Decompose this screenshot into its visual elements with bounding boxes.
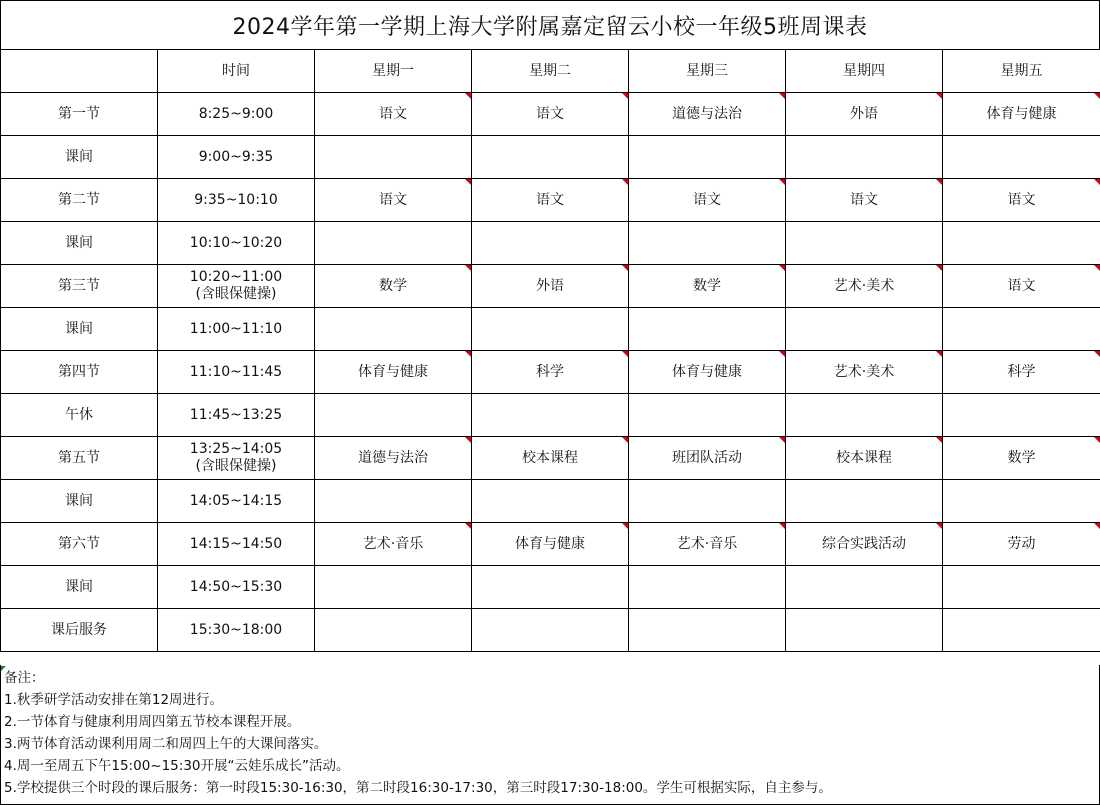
- subject-cell[interactable]: [315, 437, 472, 480]
- note-item: 5.学校提供三个时段的课后服务：第一时段15:30-16:30，第二时段16:30-17:30，第三时段17:30-18:00。学生可根据实际，自主参与。: [4, 780, 832, 796]
- period-label-cell-text: 第五节: [58, 449, 100, 466]
- subject-cell[interactable]: [315, 351, 472, 394]
- time-cell[interactable]: [158, 222, 315, 265]
- time-cell[interactable]: [158, 566, 315, 609]
- subject-cell[interactable]: [472, 523, 629, 566]
- subject-cell-text: 语文: [536, 105, 564, 122]
- subject-cell-text: 艺术·音乐: [362, 535, 424, 552]
- empty-cell[interactable]: [943, 394, 1100, 437]
- empty-cell[interactable]: [472, 480, 629, 523]
- header-cell[interactable]: [158, 50, 315, 93]
- period-label-cell-text: 第四节: [58, 363, 100, 380]
- period-label-cell[interactable]: [1, 523, 158, 566]
- period-label-cell[interactable]: [1, 566, 158, 609]
- period-label-cell-text: 第一节: [58, 105, 100, 122]
- empty-cell[interactable]: [786, 609, 943, 652]
- table-row: [1, 308, 1100, 351]
- subject-cell-text: 艺术·美术: [833, 363, 895, 380]
- table-row: [1, 265, 1100, 308]
- empty-cell[interactable]: [786, 480, 943, 523]
- time-cell-text: 8:25~9:00: [198, 105, 274, 122]
- period-label-cell-text: 课间: [65, 320, 93, 337]
- time-cell-text: 11:00~11:10: [189, 320, 283, 337]
- subject-cell-text: 校本课程: [836, 449, 892, 466]
- subject-cell[interactable]: [786, 523, 943, 566]
- subject-cell-text: 科学: [536, 363, 564, 380]
- period-label-cell-text: 午休: [65, 406, 93, 423]
- subject-cell[interactable]: [786, 179, 943, 222]
- subject-cell[interactable]: [315, 93, 472, 136]
- subject-cell-text: 体育与健康: [515, 535, 585, 552]
- time-cell-text: 14:15~14:50: [189, 535, 283, 552]
- header-cell-text: 时间: [222, 62, 250, 79]
- header-corner-cell[interactable]: [1, 50, 158, 93]
- period-label-cell-text: 课后服务: [51, 621, 107, 638]
- time-cell-text: 14:05~14:15: [189, 492, 283, 509]
- empty-cell[interactable]: [472, 609, 629, 652]
- empty-cell[interactable]: [786, 394, 943, 437]
- table-row: [1, 566, 1100, 609]
- time-cell[interactable]: [158, 480, 315, 523]
- subject-cell[interactable]: [943, 437, 1100, 480]
- empty-cell[interactable]: [472, 394, 629, 437]
- subject-cell[interactable]: [786, 265, 943, 308]
- subject-cell[interactable]: [315, 523, 472, 566]
- empty-cell[interactable]: [315, 394, 472, 437]
- empty-cell[interactable]: [943, 480, 1100, 523]
- schedule-title: 2024学年第一学期上海大学附属嘉定留云小校一年级5班周课表: [0, 0, 1100, 49]
- subject-cell-text: 劳动: [1007, 535, 1036, 552]
- subject-cell[interactable]: [472, 265, 629, 308]
- period-label-cell[interactable]: [1, 609, 158, 652]
- notes-heading: 备注：: [4, 670, 45, 686]
- subject-cell[interactable]: [472, 437, 629, 480]
- subject-cell[interactable]: [629, 351, 786, 394]
- empty-cell[interactable]: [629, 480, 786, 523]
- subject-cell[interactable]: [786, 93, 943, 136]
- time-cell[interactable]: [158, 523, 315, 566]
- time-note-text: (含眼保健操): [195, 286, 277, 302]
- time-note-text: (含眼保健操): [195, 458, 277, 474]
- subject-cell[interactable]: [943, 93, 1100, 136]
- empty-cell[interactable]: [943, 308, 1100, 351]
- empty-cell[interactable]: [629, 566, 786, 609]
- time-cell-text: 9:35~10:10: [194, 191, 278, 208]
- time-cell[interactable]: [158, 351, 315, 394]
- empty-cell[interactable]: [943, 566, 1100, 609]
- subject-cell[interactable]: [629, 523, 786, 566]
- period-label-cell[interactable]: [1, 222, 158, 265]
- time-cell-text: 14:50~15:30: [189, 578, 283, 595]
- subject-cell-text: 外语: [536, 277, 564, 294]
- subject-cell[interactable]: [786, 351, 943, 394]
- subject-cell[interactable]: [786, 437, 943, 480]
- subject-cell[interactable]: [629, 93, 786, 136]
- period-label-cell[interactable]: [1, 136, 158, 179]
- empty-cell[interactable]: [472, 136, 629, 179]
- subject-cell-text: 语文: [1007, 277, 1036, 294]
- time-cell[interactable]: [158, 136, 315, 179]
- subject-cell[interactable]: [315, 265, 472, 308]
- subject-cell-text: 语文: [693, 191, 721, 208]
- empty-cell[interactable]: [315, 308, 472, 351]
- subject-cell-text: 班团队活动: [672, 449, 742, 466]
- header-cell-text: 星期二: [529, 62, 571, 79]
- header-row: [1, 50, 1100, 93]
- subject-cell-text: 数学: [379, 277, 407, 294]
- time-cell-text: 13:25~14:05: [189, 441, 283, 457]
- subject-cell[interactable]: [629, 179, 786, 222]
- empty-cell[interactable]: [943, 222, 1100, 265]
- empty-cell[interactable]: [629, 222, 786, 265]
- time-cell[interactable]: [158, 265, 315, 308]
- schedule-table: [0, 49, 1100, 652]
- time-cell-text: 10:10~10:20: [189, 234, 283, 251]
- table-row: [1, 179, 1100, 222]
- time-cell-text: 11:45~13:25: [189, 406, 283, 423]
- empty-cell[interactable]: [629, 136, 786, 179]
- time-cell[interactable]: [158, 609, 315, 652]
- time-cell[interactable]: [158, 179, 315, 222]
- empty-cell[interactable]: [315, 222, 472, 265]
- empty-cell[interactable]: [629, 609, 786, 652]
- empty-cell[interactable]: [315, 609, 472, 652]
- subject-cell[interactable]: [943, 265, 1100, 308]
- period-label-cell[interactable]: [1, 480, 158, 523]
- empty-cell[interactable]: [315, 480, 472, 523]
- note-item: 2.一节体育与健康利用周四第五节校本课程开展。: [4, 714, 301, 730]
- subject-cell-text: 艺术·音乐: [676, 535, 738, 552]
- subject-cell[interactable]: [943, 179, 1100, 222]
- time-cell[interactable]: [158, 308, 315, 351]
- period-label-cell-text: 课间: [65, 234, 93, 251]
- note-item: 1.秋季研学活动安排在第12周进行。: [4, 692, 224, 708]
- subject-cell-text: 语文: [1007, 191, 1036, 208]
- subject-cell-text: 体育与健康: [672, 363, 742, 380]
- empty-cell[interactable]: [629, 308, 786, 351]
- table-row: [1, 609, 1100, 652]
- header-cell[interactable]: [629, 50, 786, 93]
- table-row: [1, 437, 1100, 480]
- table-row: [1, 93, 1100, 136]
- period-label-cell[interactable]: [1, 351, 158, 394]
- subject-cell[interactable]: [943, 351, 1100, 394]
- subject-cell-text: 数学: [1007, 449, 1036, 466]
- table-row: [1, 222, 1100, 265]
- time-cell-text: 15:30~18:00: [189, 621, 283, 638]
- subject-cell-text: 语文: [379, 105, 407, 122]
- subject-cell-text: 体育与健康: [358, 363, 428, 380]
- notes-section: [0, 665, 1100, 805]
- subject-cell-text: 体育与健康: [986, 105, 1057, 122]
- subject-cell-text: 道德与法治: [672, 105, 742, 122]
- subject-cell-text: 数学: [693, 277, 721, 294]
- subject-cell-text: 综合实践活动: [822, 535, 906, 552]
- subject-cell[interactable]: [943, 523, 1100, 566]
- period-label-cell-text: 课间: [65, 148, 93, 165]
- table-row: [1, 394, 1100, 437]
- empty-cell[interactable]: [472, 222, 629, 265]
- header-cell-text: 星期一: [372, 62, 414, 79]
- time-cell-text: 10:20~11:00: [189, 269, 283, 285]
- subject-cell-text: 语文: [379, 191, 407, 208]
- header-cell[interactable]: [943, 50, 1100, 93]
- subject-cell[interactable]: [472, 93, 629, 136]
- empty-cell[interactable]: [786, 136, 943, 179]
- note-item: 3.两节体育活动课利用周二和周四上午的大课间落实。: [4, 736, 328, 752]
- subject-cell-text: 科学: [1007, 363, 1036, 380]
- empty-cell[interactable]: [786, 566, 943, 609]
- period-label-cell-text: 课间: [65, 578, 93, 595]
- time-cell[interactable]: [158, 93, 315, 136]
- table-row: [1, 480, 1100, 523]
- period-label-cell-text: 第三节: [58, 277, 100, 294]
- period-label-cell[interactable]: [1, 308, 158, 351]
- period-label-cell[interactable]: [1, 437, 158, 480]
- subject-cell-text: 语文: [536, 191, 564, 208]
- empty-cell[interactable]: [315, 136, 472, 179]
- subject-cell-text: 语文: [850, 191, 878, 208]
- empty-cell[interactable]: [472, 566, 629, 609]
- period-label-cell-text: 第六节: [58, 535, 100, 552]
- cell-corner-mark: [1, 666, 6, 671]
- empty-cell[interactable]: [629, 394, 786, 437]
- time-cell-text: 11:10~11:45: [189, 363, 283, 380]
- empty-cell[interactable]: [472, 308, 629, 351]
- empty-cell[interactable]: [943, 609, 1100, 652]
- subject-cell-text: 外语: [850, 105, 878, 122]
- note-item: 4.周一至周五下午15:00~15:30开展“云娃乐成长”活动。: [4, 758, 350, 774]
- period-label-cell[interactable]: [1, 179, 158, 222]
- period-label-cell[interactable]: [1, 394, 158, 437]
- empty-cell[interactable]: [786, 222, 943, 265]
- subject-cell-text: 艺术·美术: [833, 277, 895, 294]
- subject-cell[interactable]: [315, 179, 472, 222]
- table-row: [1, 136, 1100, 179]
- time-cell[interactable]: [158, 394, 315, 437]
- empty-cell[interactable]: [943, 136, 1100, 179]
- subject-cell-text: 道德与法治: [358, 449, 428, 466]
- time-cell-text: 9:00~9:35: [198, 148, 274, 165]
- period-label-cell[interactable]: [1, 265, 158, 308]
- empty-cell[interactable]: [786, 308, 943, 351]
- subject-cell[interactable]: [472, 351, 629, 394]
- subject-cell[interactable]: [629, 265, 786, 308]
- header-cell[interactable]: [472, 50, 629, 93]
- subject-cell[interactable]: [629, 437, 786, 480]
- header-cell-text: 星期四: [843, 62, 885, 79]
- period-label-cell-text: 第二节: [58, 191, 100, 208]
- header-cell[interactable]: [786, 50, 943, 93]
- table-row: [1, 523, 1100, 566]
- subject-cell-text: 校本课程: [522, 449, 578, 466]
- empty-cell[interactable]: [315, 566, 472, 609]
- period-label-cell-text: 课间: [65, 492, 93, 509]
- table-row: [1, 351, 1100, 394]
- time-cell[interactable]: [158, 437, 315, 480]
- header-cell-text: 星期五: [1000, 62, 1043, 79]
- subject-cell[interactable]: [472, 179, 629, 222]
- header-cell[interactable]: [315, 50, 472, 93]
- header-cell-text: 星期三: [686, 62, 728, 79]
- period-label-cell[interactable]: [1, 93, 158, 136]
